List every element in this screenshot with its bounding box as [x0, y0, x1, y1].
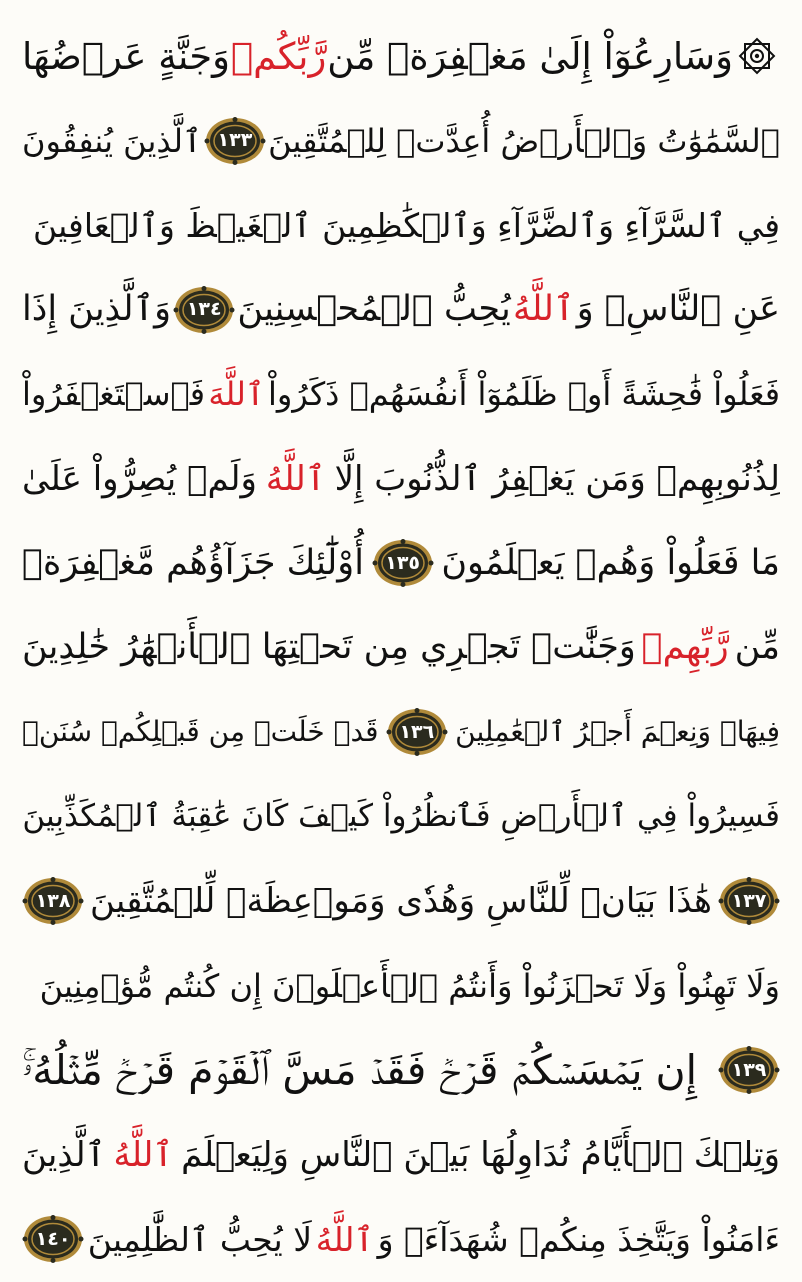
verse-line-4 — [22, 268, 780, 353]
verse-text: إِن يَمۡسَسۡكُمۡ قَرۡحٞ فَقَدۡ مَسَّ ٱلۡقَوۡمَ قَرۡحٞ مِّثۡلُهُۥۚ — [22, 1045, 698, 1094]
verse-line-11 — [22, 859, 780, 944]
verse-text: مِّن — [734, 627, 780, 668]
ayah-number: ١٣٩ — [731, 1058, 767, 1081]
verse-text: وَلَا تَهِنُواْ وَلَا تَحۡزَنُواْ وَأَنتُمُ ٱلۡأَعۡلَوۡنَ إِن كُنتُم مُّؤۡمِنِينَ — [39, 966, 780, 1005]
ayah-number: ١٣٣ — [217, 129, 253, 152]
divine-name-text: ٱللَّهُ — [265, 458, 326, 499]
verse-line-13 — [22, 1028, 780, 1113]
ayah-number-marker — [22, 1214, 84, 1264]
ayah-number-marker — [372, 538, 434, 588]
ayah-number-marker — [173, 285, 235, 335]
verse-text: قَدۡ خَلَتۡ مِن قَبۡلِكُمۡ سُنَنٞ — [22, 715, 379, 749]
verse-line-15 — [22, 1197, 780, 1282]
verse-text: فَٱسۡتَغۡفَرُواْ — [22, 375, 205, 414]
verse-line-9 — [22, 690, 780, 775]
ayah-number: ١٣٤ — [186, 298, 222, 321]
ayah-number: ١٣٨ — [35, 889, 71, 912]
verse-text: فَعَلُواْ فَٰحِشَةً أَوۡ ظَلَمُوٓاْ أَنفُسَهُمۡ ذَكَرُواْ — [267, 375, 780, 414]
verse-line-3 — [22, 183, 780, 268]
hizb-star — [734, 33, 780, 79]
verse-text: يُحِبُّ ٱلۡمُحۡسِنِينَ — [237, 289, 511, 330]
ayah-number-marker — [22, 876, 84, 926]
verse-line-12 — [22, 944, 780, 1029]
verse-text: مَا فَعَلُواْ وَهُمۡ يَعۡلَمُونَ — [441, 542, 780, 583]
verse-text: وَجَنَّةٍ عَرۡضُهَا — [22, 34, 230, 78]
verse-text: لَا يُحِبُّ ٱلظَّٰلِمِينَ — [87, 1219, 313, 1259]
verse-text: ٱلسَّمَٰوَٰتُ وَٱلۡأَرۡضُ أُعِدَّتۡ لِلۡمُتَّقِينَ — [268, 121, 780, 160]
verse-line-1 — [22, 14, 780, 99]
verse-text: وَلَمۡ يُصِرُّواْ عَلَىٰ — [22, 458, 257, 499]
ayah-number-marker — [386, 707, 448, 757]
verse-line-2 — [22, 99, 780, 184]
ayah-number: ١٣٥ — [385, 551, 421, 574]
verse-line-5 — [22, 352, 780, 437]
verse-line-7 — [22, 521, 780, 606]
verse-text: ٱلَّذِينَ — [22, 1134, 106, 1175]
verse-line-8 — [22, 606, 780, 691]
ayah-number: ١٣٦ — [399, 720, 435, 743]
verse-text: هَٰذَا بَيَانٞ لِّلنَّاسِ وَهُدٗى وَمَوۡعِظَةٞ لِّلۡمُتَّقِينَ — [90, 881, 712, 922]
verse-text: لِذُنُوبِهِمۡ وَمَن يَغۡفِرُ ٱلذُّنُوبَ إِلَّا — [334, 458, 780, 499]
divine-name-text: رَّبِّهِمۡ — [641, 627, 729, 668]
verse-text: أُوْلَٰٓئِكَ جَزَآؤُهُم مَّغۡفِرَةٞ — [22, 542, 364, 583]
divine-name-text: ٱللَّهَ — [208, 375, 265, 414]
divine-name-text: ٱللَّهُ — [315, 1219, 374, 1259]
ayah-number: ١٤٠ — [35, 1227, 71, 1250]
verse-line-6 — [22, 437, 780, 522]
verse-text: ءَامَنُواْ وَيَتَّخِذَ مِنكُمۡ شُهَدَآءَۗ وَ — [377, 1219, 780, 1259]
verse-text: وَٱلَّذِينَ إِذَا — [22, 289, 172, 330]
verse-text: وَتِلۡكَ ٱلۡأَيَّامُ نُدَاوِلُهَا بَيۡنَ ٱلنَّاسِ وَلِيَعۡلَمَ — [181, 1134, 780, 1175]
ayah-number-marker — [718, 1045, 780, 1095]
hizb-star-icon — [734, 33, 780, 79]
ayah-number: ١٣٧ — [731, 889, 767, 912]
verse-text: ٱلَّذِينَ يُنفِقُونَ — [22, 121, 202, 160]
verse-text: عَنِ ٱلنَّاسِۗ وَ — [576, 289, 780, 330]
divine-name-text: ٱللَّهُ — [512, 289, 575, 330]
verse-line-14 — [22, 1113, 780, 1198]
divine-name-text: ٱللَّهُ — [113, 1134, 174, 1175]
verse-text: فَسِيرُواْ فِي ٱلۡأَرۡضِ فَٱنظُرُواْ كَيۡفَ كَانَ عَٰقِبَةُ ٱلۡمُكَذِّبِينَ — [22, 798, 780, 835]
verse-text: وَسَارِعُوٓاْ إِلَىٰ مَغۡفِرَةٖ مِّن — [327, 34, 734, 78]
verse-text: فِيهَاۚ وَنِعۡمَ أَجۡرُ ٱلۡعَٰمِلِينَ — [455, 715, 780, 749]
verse-text: فِي ٱلسَّرَّآءِ وَٱلضَّرَّآءِ وَٱلۡكَٰظِمِينَ ٱلۡغَيۡظَ وَٱلۡعَافِينَ — [32, 205, 780, 245]
ayah-number-marker — [204, 116, 266, 166]
divine-name-text: رَّبِّكُمۡ — [230, 34, 327, 78]
ayah-number-marker — [718, 876, 780, 926]
verse-line-10 — [22, 775, 780, 860]
verse-text: وَجَنَّٰتٞ تَجۡرِي مِن تَحۡتِهَا ٱلۡأَنۡهَٰرُ خَٰلِدِينَ — [22, 627, 636, 668]
verse-lines — [22, 14, 780, 1282]
